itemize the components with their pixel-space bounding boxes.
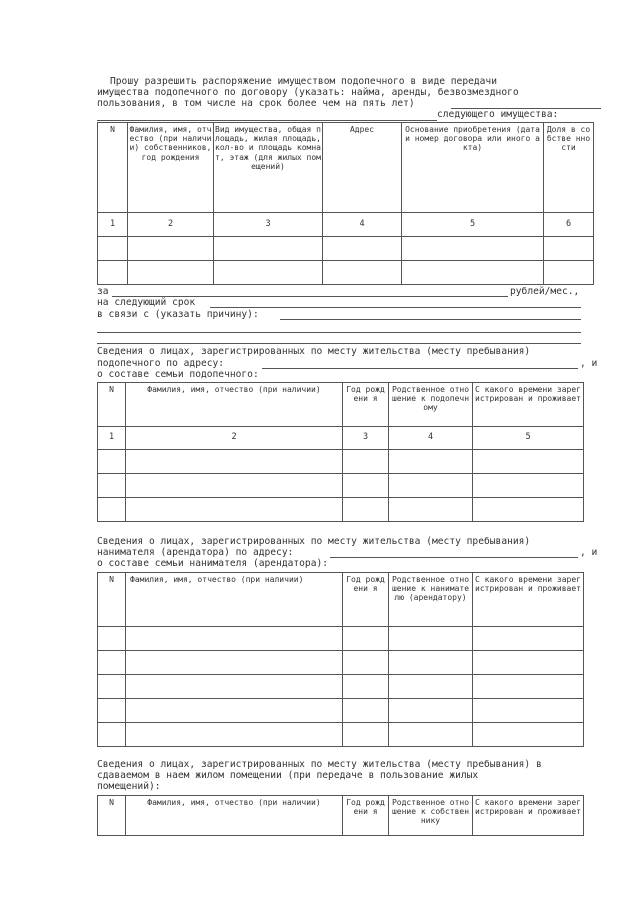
request-line-1 <box>110 77 601 88</box>
col-number: 4 <box>323 213 402 237</box>
table-row[interactable] <box>98 450 584 474</box>
tenant-info-line-1 <box>97 537 601 548</box>
leased-info-text-2: сдаваемом в наем жилом помещении (при передаче в пользование жилых <box>97 770 479 781</box>
tenant-table <box>97 572 584 747</box>
leased-info-line-3: помещений): <box>97 781 161 792</box>
table-row[interactable] <box>98 699 584 723</box>
col-number: 3 <box>343 427 389 450</box>
col-number: 2 <box>126 427 343 450</box>
property-table <box>97 122 594 285</box>
col-number: 5 <box>473 427 584 450</box>
col-header: Родственное отношение к нанимателю (арендатору) <box>389 573 473 627</box>
reason-field-line-3[interactable] <box>97 343 581 344</box>
request-text: Прошу разрешить распоряжение имуществом подопечного в виде передачи <box>110 76 497 87</box>
col-header: Фамилия, имя, отчество (при наличии) <box>126 796 343 836</box>
table-row[interactable] <box>98 675 584 699</box>
col-number: 1 <box>98 213 128 237</box>
col-header: С какого времени зарегистрирован и проживает <box>473 383 584 427</box>
reason-field[interactable] <box>280 319 581 320</box>
col-number: 1 <box>98 427 126 450</box>
col-header: Родственное отношение к собственнику <box>389 796 473 836</box>
tenant-address-field[interactable] <box>330 557 578 558</box>
leased-info-text-1: Сведения о лицах, зарегистрированных по месту жительства (месту пребывания) в <box>97 759 542 770</box>
table-row[interactable] <box>98 237 594 261</box>
col-header: Фамилия, имя, отчество (при наличии) <box>126 383 343 427</box>
col-number: 6 <box>544 213 594 237</box>
tenant-info-text: Сведения о лицах, зарегистрированных по месту жительства (месту пребывания) <box>97 536 531 547</box>
col-number: 4 <box>389 427 473 450</box>
col-number: 3 <box>214 213 323 237</box>
table-row[interactable] <box>98 723 584 747</box>
ward-address-field[interactable] <box>262 368 578 369</box>
col-header: Год рождени я <box>343 796 389 836</box>
blank-line <box>97 120 437 121</box>
ward-info-line-2-end: , и <box>580 358 598 369</box>
term-label: на следующий срок <box>97 297 196 308</box>
reason-label: в связи с (указать причину): <box>97 309 259 320</box>
table-row[interactable] <box>98 474 584 498</box>
col-header: Родственное отношение к подопечному <box>389 383 473 427</box>
ward-info-line-2: подопечного по адресу: <box>97 358 225 369</box>
col-header: Основание приобретения (дата и номер договора или иного акта) <box>402 123 544 213</box>
tenant-info-line-2: нанимателя (арендатора) по адресу: <box>97 547 294 558</box>
col-header: Фамилия, имя, отчество (при наличии) собственников, год рождения <box>128 123 214 213</box>
ward-table <box>97 382 584 522</box>
col-header: С какого времени зарегистрирован и проживает <box>473 796 584 836</box>
table-row[interactable] <box>98 651 584 675</box>
tenant-info-line-3: о составе семьи нанимателя (арендатора): <box>97 558 329 569</box>
request-line-2: имущества подопечного по договору (указать: найма, аренды, безвозмездного <box>97 87 519 98</box>
following-property-label: следующего имущества: <box>437 109 559 120</box>
ward-info-line-3: о составе семьи подопечного: <box>97 369 259 380</box>
ward-info-text: Сведения о лицах, зарегистрированных по месту жительства (месту пребывания) <box>97 346 531 357</box>
col-header: N <box>98 123 128 213</box>
ward-info-line-1 <box>97 347 601 358</box>
col-header: Год рождени я <box>343 383 389 427</box>
col-header: Доля в собстве нности <box>544 123 594 213</box>
col-number: 2 <box>128 213 214 237</box>
leased-table <box>97 795 584 836</box>
table-row[interactable] <box>98 261 594 285</box>
term-field[interactable] <box>210 307 581 308</box>
table-row[interactable] <box>98 498 584 522</box>
col-header: Год рождени я <box>343 573 389 627</box>
leased-info-line-1 <box>97 760 601 771</box>
request-line-3: пользования, в том числе на срок более чем на пять лет) <box>97 98 415 109</box>
leased-info-line-2 <box>97 771 601 782</box>
col-header: N <box>98 383 126 427</box>
tenant-info-line-2-end: , и <box>580 547 598 558</box>
rate-suffix: рублей/мес., <box>510 286 580 297</box>
col-header: N <box>98 573 126 627</box>
for-label: за <box>97 286 109 297</box>
col-header: Адрес <box>323 123 402 213</box>
col-header: N <box>98 796 126 836</box>
col-header: С какого времени зарегистрирован и проживает <box>473 573 584 627</box>
table-row[interactable] <box>98 627 584 651</box>
col-number: 5 <box>402 213 544 237</box>
col-header: Вид имущества, общая площадь, жилая площадь, кол-во и площадь комнат, этаж (для жилых помещений) <box>214 123 323 213</box>
col-header: Фамилия, имя, отчество (при наличии) <box>126 573 343 627</box>
reason-field-line-2[interactable] <box>97 332 581 333</box>
